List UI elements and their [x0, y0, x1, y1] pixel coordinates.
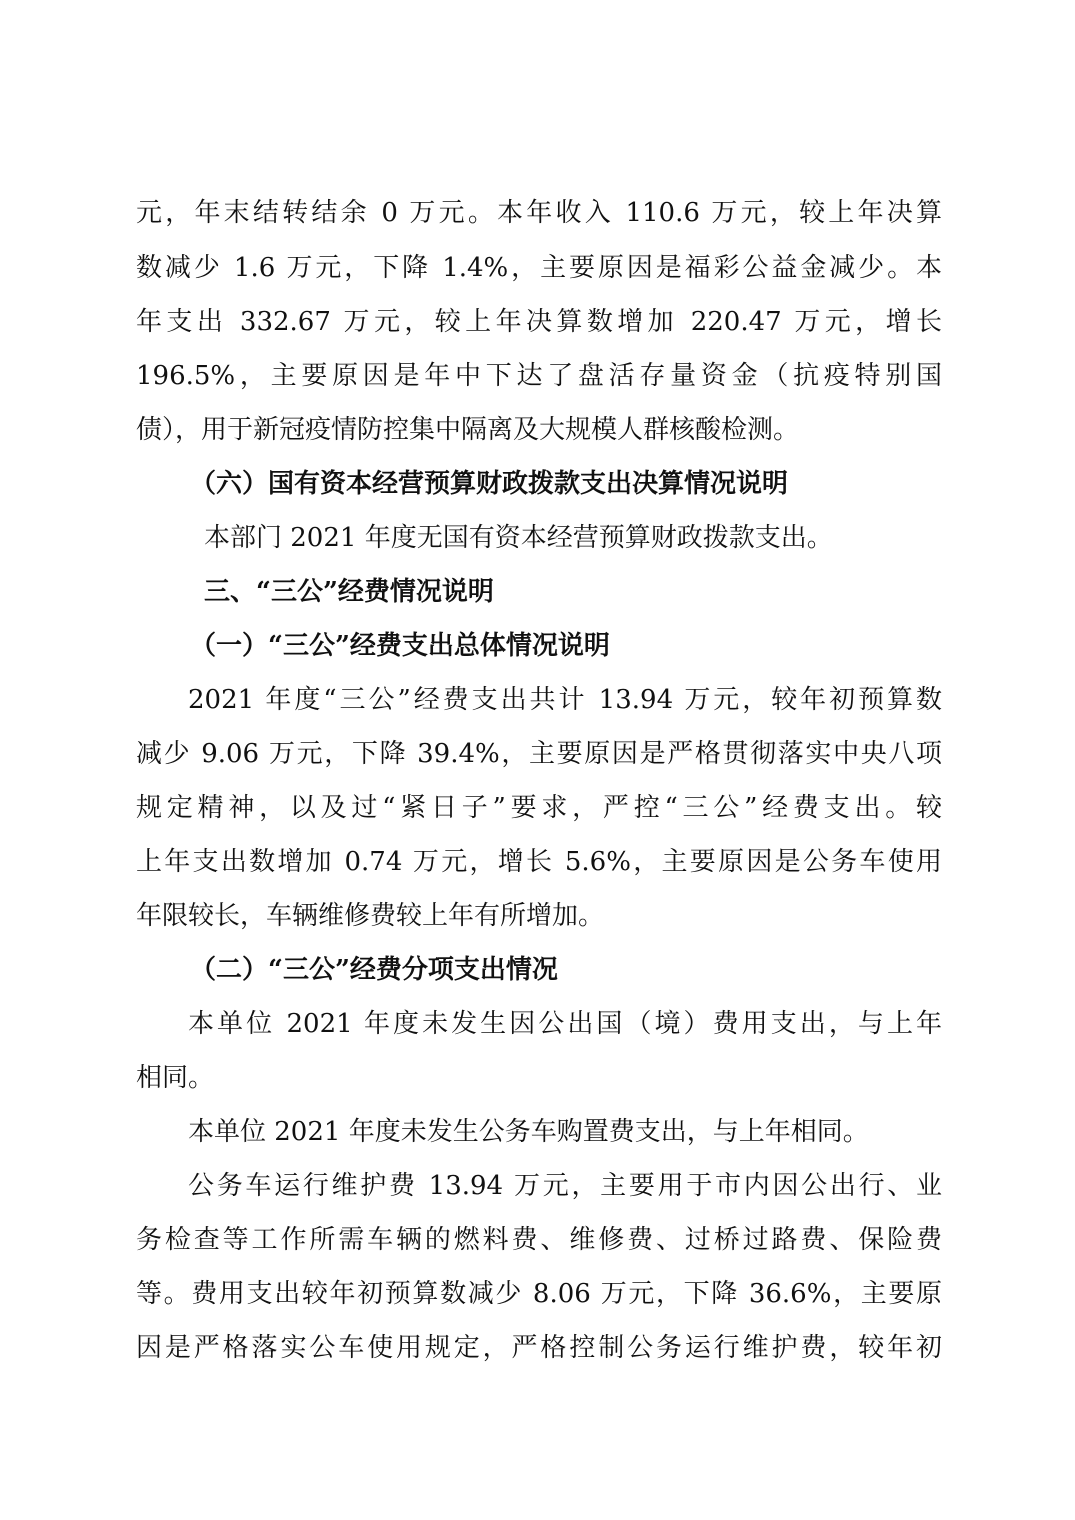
body-text-line: 196.5%，主要原因是年中下达了盘活存量资金（抗疫特别国 — [136, 361, 942, 391]
body-text-line: 债），用于新冠疫情防控集中隔离及大规模人群核酸检测。 — [136, 415, 800, 445]
body-text-line: 本部门 2021 年度无国有资本经营预算财政拨款支出。 — [204, 523, 833, 553]
section-heading: （一）“三公”经费支出总体情况说明 — [190, 631, 610, 661]
body-text-line: 公务车运行维护费 13.94 万元，主要用于市内因公出行、业 — [188, 1171, 942, 1201]
section-heading: 三、“三公”经费情况说明 — [204, 577, 494, 607]
body-text-line: 上年支出数增加 0.74 万元，增长 5.6%，主要原因是公务车使用 — [136, 847, 942, 877]
body-text-line: 年限较长，车辆维修费较上年有所增加。 — [136, 901, 605, 931]
body-text-line: 本单位 2021 年度未发生公务车购置费支出，与上年相同。 — [188, 1117, 869, 1147]
body-text-line: 减少 9.06 万元，下降 39.4%，主要原因是严格贯彻落实中央八项 — [136, 739, 942, 769]
body-text-line: 规定精神，以及过“紧日子”要求，严控“三公”经费支出。较 — [136, 793, 942, 823]
body-text-line: 数减少 1.6 万元，下降 1.4%，主要原因是福彩公益金减少。本 — [136, 253, 942, 283]
section-heading: （六）国有资本经营预算财政拨款支出决算情况说明 — [190, 469, 789, 499]
section-heading: （二）“三公”经费分项支出情况 — [190, 955, 558, 985]
body-text-line: 元，年末结转结余 0 万元。本年收入 110.6 万元，较上年决算 — [136, 198, 942, 228]
body-text-line: 因是严格落实公车使用规定，严格控制公务运行维护费，较年初 — [136, 1333, 942, 1363]
body-text-line: 年支出 332.67 万元，较上年决算数增加 220.47 万元，增长 — [136, 307, 942, 337]
body-text-line: 2021 年度“三公”经费支出共计 13.94 万元，较年初预算数 — [188, 685, 942, 715]
body-text-line: 等。费用支出较年初预算数减少 8.06 万元，下降 36.6%，主要原 — [136, 1279, 942, 1309]
body-text-line: 相同。 — [136, 1063, 215, 1093]
body-text-line: 本单位 2021 年度未发生因公出国（境）费用支出，与上年 — [188, 1009, 942, 1039]
body-text-line: 务检查等工作所需车辆的燃料费、维修费、过桥过路费、保险费 — [136, 1225, 942, 1255]
